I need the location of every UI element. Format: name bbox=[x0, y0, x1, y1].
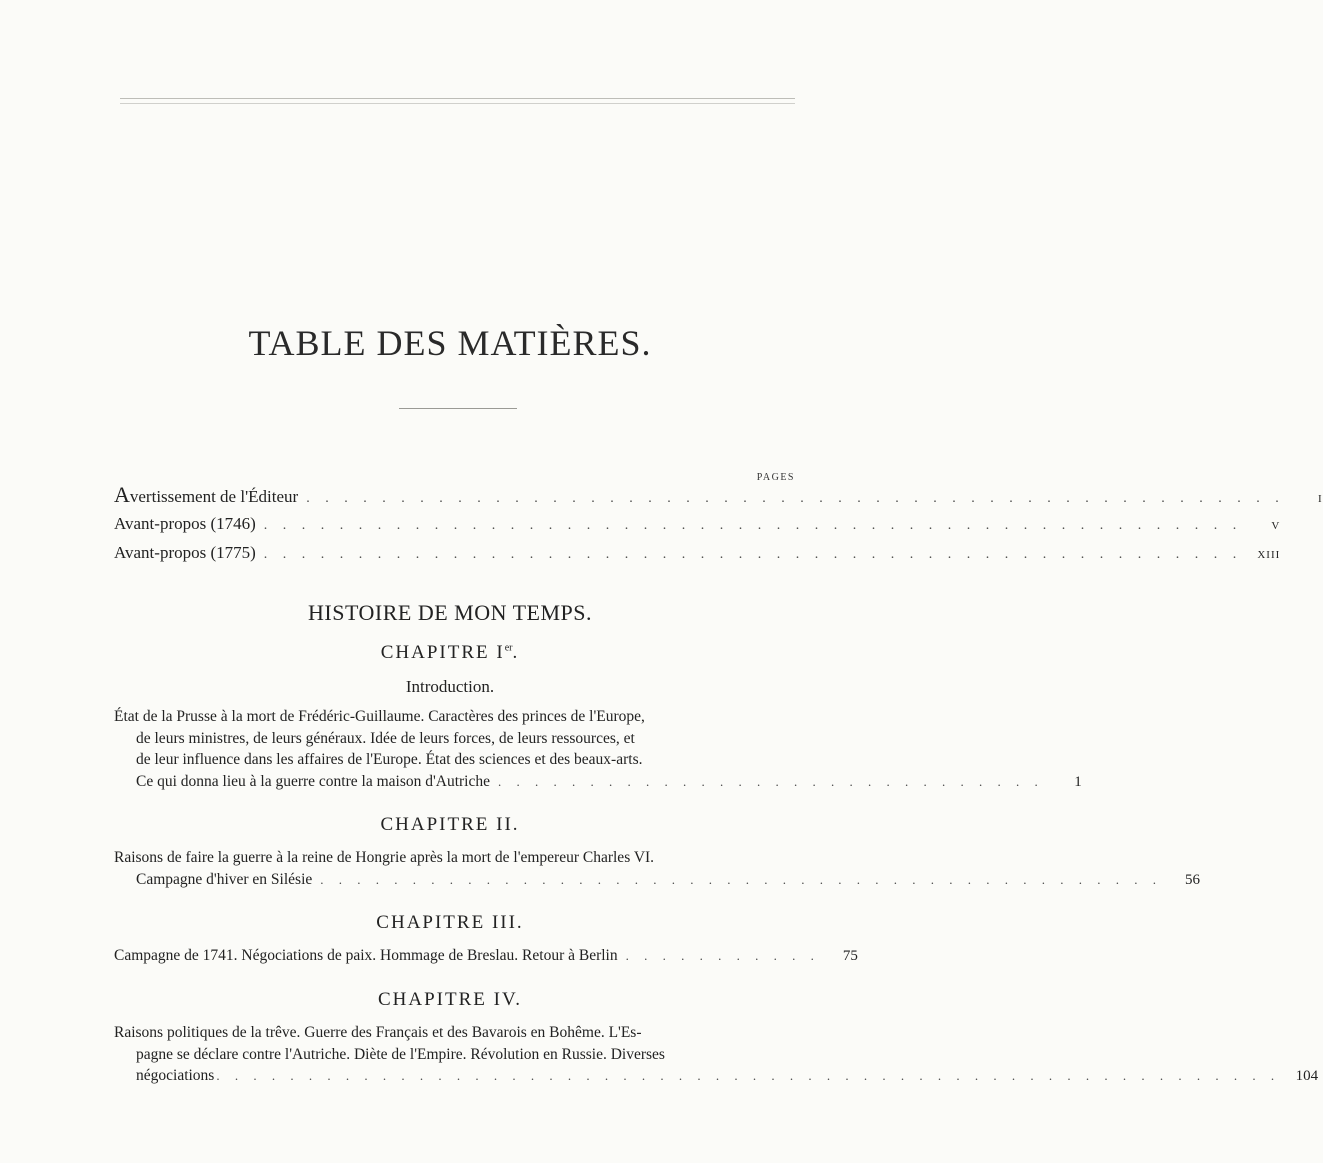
page-number: I bbox=[1318, 493, 1323, 505]
top-rule bbox=[120, 98, 795, 99]
entry-line: État de la Prusse à la mort de Frédéric-Guillaume. Caractères des princes de l'Europe, bbox=[114, 708, 645, 725]
toc-entry-avertissement[interactable] bbox=[114, 482, 1323, 507]
toc-entry-label: Avant-propos (1775) bbox=[114, 543, 256, 562]
entry-last-line bbox=[114, 771, 1082, 794]
chapter-heading: CHAPITRE II. bbox=[380, 814, 520, 835]
entry-line: Raisons de faire la guerre à la reine de Hongrie après la mort de l'empereur Charles VI. bbox=[114, 849, 655, 866]
entry-line: Ce qui donna lieu à la guerre contre la maison d'Autriche bbox=[136, 772, 491, 790]
page-number: 104 bbox=[1295, 1068, 1319, 1084]
entry-last-line bbox=[114, 945, 858, 968]
chapter-heading: CHAPITRE III. bbox=[376, 912, 524, 933]
toc-entry-chapter-4[interactable] bbox=[114, 1022, 1319, 1088]
page-number: 56 bbox=[1185, 871, 1201, 888]
dot-leader: . . . . . . . . . . . . . . . . . . . . . . . . . . . . . . bbox=[498, 773, 1044, 789]
chapter-subtitle: Introduction. bbox=[405, 677, 495, 696]
dot-leader: . . . . . . . . . . . . . . . . . . . . . . . . . . . . . . . . . . . . . . . . . . . . . . . . . . . . . . . . . . bbox=[216, 1068, 1281, 1083]
chapter-heading bbox=[0, 642, 900, 664]
dot-leader: . . . . . . . . . . . . . . . . . . . . . . . . . . . . . . . . . . . . . . . . . . . . . . . . . . . . bbox=[263, 547, 1243, 562]
entry-line: de leurs ministres, de leurs généraux. Idée de leurs forces, de leurs ressources, et bbox=[136, 729, 635, 747]
part-title: HISTOIRE DE MON TEMPS. bbox=[308, 600, 592, 625]
page-number: 75 bbox=[842, 948, 858, 964]
dot-leader: . . . . . . . . . . . bbox=[625, 948, 820, 963]
toc-entry-label: Avant-propos (1746) bbox=[114, 514, 256, 533]
entry-line: de leur influence dans les affaires de l'Europe. État des sciences et des beaux-arts. bbox=[136, 751, 643, 768]
toc-entry-label: vertissement de l'Éditeur bbox=[129, 487, 299, 506]
chapter-heading-end: . bbox=[512, 642, 520, 663]
page-number: 1 bbox=[1074, 773, 1082, 790]
toc-entry-text bbox=[114, 482, 298, 508]
dot-leader: . . . . . . . . . . . . . . . . . . . . . . . . . . . . . . . . . . . . . . . . . . . . . . . . . . . . bbox=[263, 518, 1243, 533]
page-title: TABLE DES MATIÈRES. bbox=[248, 323, 652, 363]
chapter-heading: CHAPITRE IV. bbox=[378, 989, 522, 1010]
chapter-heading-text: CHAPITRE I bbox=[380, 642, 505, 663]
entry-line: pagne se déclare contre l'Autriche. Diète de l'Empire. Révolution en Russie. Diverses bbox=[136, 1045, 665, 1063]
entry-line: Campagne de 1741. Négociations de paix. Hommage de Breslau. Retour à Berlin bbox=[114, 947, 618, 964]
toc-entry-avant-propos-1775[interactable] bbox=[114, 543, 1281, 567]
toc-entry-chapter-3[interactable] bbox=[114, 945, 858, 968]
chapter-heading-sup: er bbox=[504, 642, 513, 654]
entry-line: Raisons politiques de la trêve. Guerre des Français et des Bavarois en Bohême. L'Es- bbox=[114, 1024, 642, 1041]
entry-line: négociations bbox=[136, 1067, 215, 1084]
toc-entry-chapter-2[interactable] bbox=[114, 847, 1201, 891]
drop-initial: A bbox=[114, 482, 130, 507]
title-underline bbox=[399, 408, 517, 409]
dot-leader: . . . . . . . . . . . . . . . . . . . . . . . . . . . . . . . . . . . . . . . . . . . . . . bbox=[320, 871, 1163, 887]
top-rule-secondary bbox=[120, 103, 795, 104]
dot-leader: . . . . . . . . . . . . . . . . . . . . . . . . . . . . . . . . . . . . . . . . . . . . . . . . . . . . bbox=[306, 491, 1285, 506]
entry-line: Campagne d'hiver en Silésie bbox=[136, 870, 313, 888]
toc-entry-chapter-1[interactable] bbox=[114, 706, 1082, 793]
page-number: XIII bbox=[1257, 549, 1281, 561]
page-number: V bbox=[1271, 520, 1281, 532]
pages-column-label: PAGES bbox=[756, 472, 795, 483]
entry-last-line bbox=[114, 1065, 1319, 1088]
toc-entry-avant-propos-1746[interactable] bbox=[114, 514, 1281, 538]
entry-last-line bbox=[114, 869, 1201, 892]
